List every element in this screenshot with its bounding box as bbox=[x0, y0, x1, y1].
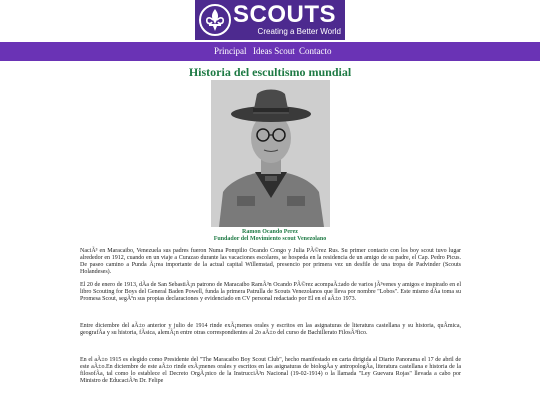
fleur-de-lis-icon bbox=[198, 3, 232, 37]
nav-link-principal[interactable]: Principal bbox=[214, 46, 247, 56]
main-nav bbox=[0, 42, 540, 61]
scouts-logo[interactable] bbox=[195, 0, 345, 40]
nav-link-contacto[interactable]: Contacto bbox=[299, 46, 332, 56]
site-header bbox=[0, 0, 540, 40]
photo-caption-name: Ramon Ocando Perez bbox=[242, 229, 298, 235]
paragraph: NaciÃ³ en Maracaibo, Venezuela sus padres fueron Numa Pompilio Ocando Congo y Julia PÃ©rez Rus. Su primer contacto con los boy scout tuvo lugar alrededor en 1912, cuando en un viaje a Curazao durante las vacaciones escolares, se hospeda en la residencia de un amigo de su padre, el Cap. Pedro Picus. De paseo camino a Punda Ã¡rea importante de la actual capital Willemstad, presencio por primera vez un desfile de una tropa de Padvinder (Scouts Holandeses). bbox=[80, 248, 461, 275]
paragraph: En el aÃ±o 1915 es elegido como Presidente del "The Maracaibo Boy Scout Club", hecho manifestado en carta dirigida al Diario Panorama el 17 de abril de este aÃ±o.En diciembre de este aÃ±o rinde exÃ¡menes orales y escritos en las asignaturas de biologÃa y antropologÃa, literatura castellana e historia de la filosofÃa, tal como lo establece el Decreto OrgÃ¡nico de la InstrucciÃ³n Nacional (19-02-1914) o la llamada "Ley Guevara Rojas" llevada a cabo por Ministro de EducaciÃ³n Dr. Felipe bbox=[80, 357, 461, 384]
photo-caption-role: Fundador del Movimiento scout Venezolano bbox=[213, 236, 327, 242]
page-title: Historia del escultismo mundial bbox=[188, 65, 352, 79]
logo-tagline: Creating a Better World bbox=[257, 27, 341, 36]
logo-wordmark: SCOUTS bbox=[233, 1, 337, 28]
founder-portrait-photo bbox=[211, 80, 330, 227]
paragraph: Entre diciembre del aÃ±o anterior y julio de 1914 rinde exÃ¡menes orales y escritos en las asignaturas de literatura castellana y su historia, quÃmica, geografÃa y su historia, fÃsica, alemÃ¡n entre otras correspondientes al 2o aÃ±o del curso de Bachillerato FilosÃ³fico. bbox=[80, 323, 461, 336]
paragraph: El 20 de enero de 1913, dÃa de San SebastiÃ¡n patrono de Maracaibo RamÃ³n Ocando PÃ©rez acompaÃ±ado de varios jÃ³venes y amigos e inspirado en el libro Scouting for Boys del General Baden Powell, funda la primera Patrulla de Scouts Venezolanos que lleva por nombre "Lobos". Este mismo dÃa toma su Promesa Scout, segÃºn sus propias declaraciones y evidenciado en CV personal redactado por El en el aÃ±o 1973. bbox=[80, 282, 461, 302]
nav-link-ideas-scout[interactable]: Ideas Scout bbox=[253, 46, 295, 56]
